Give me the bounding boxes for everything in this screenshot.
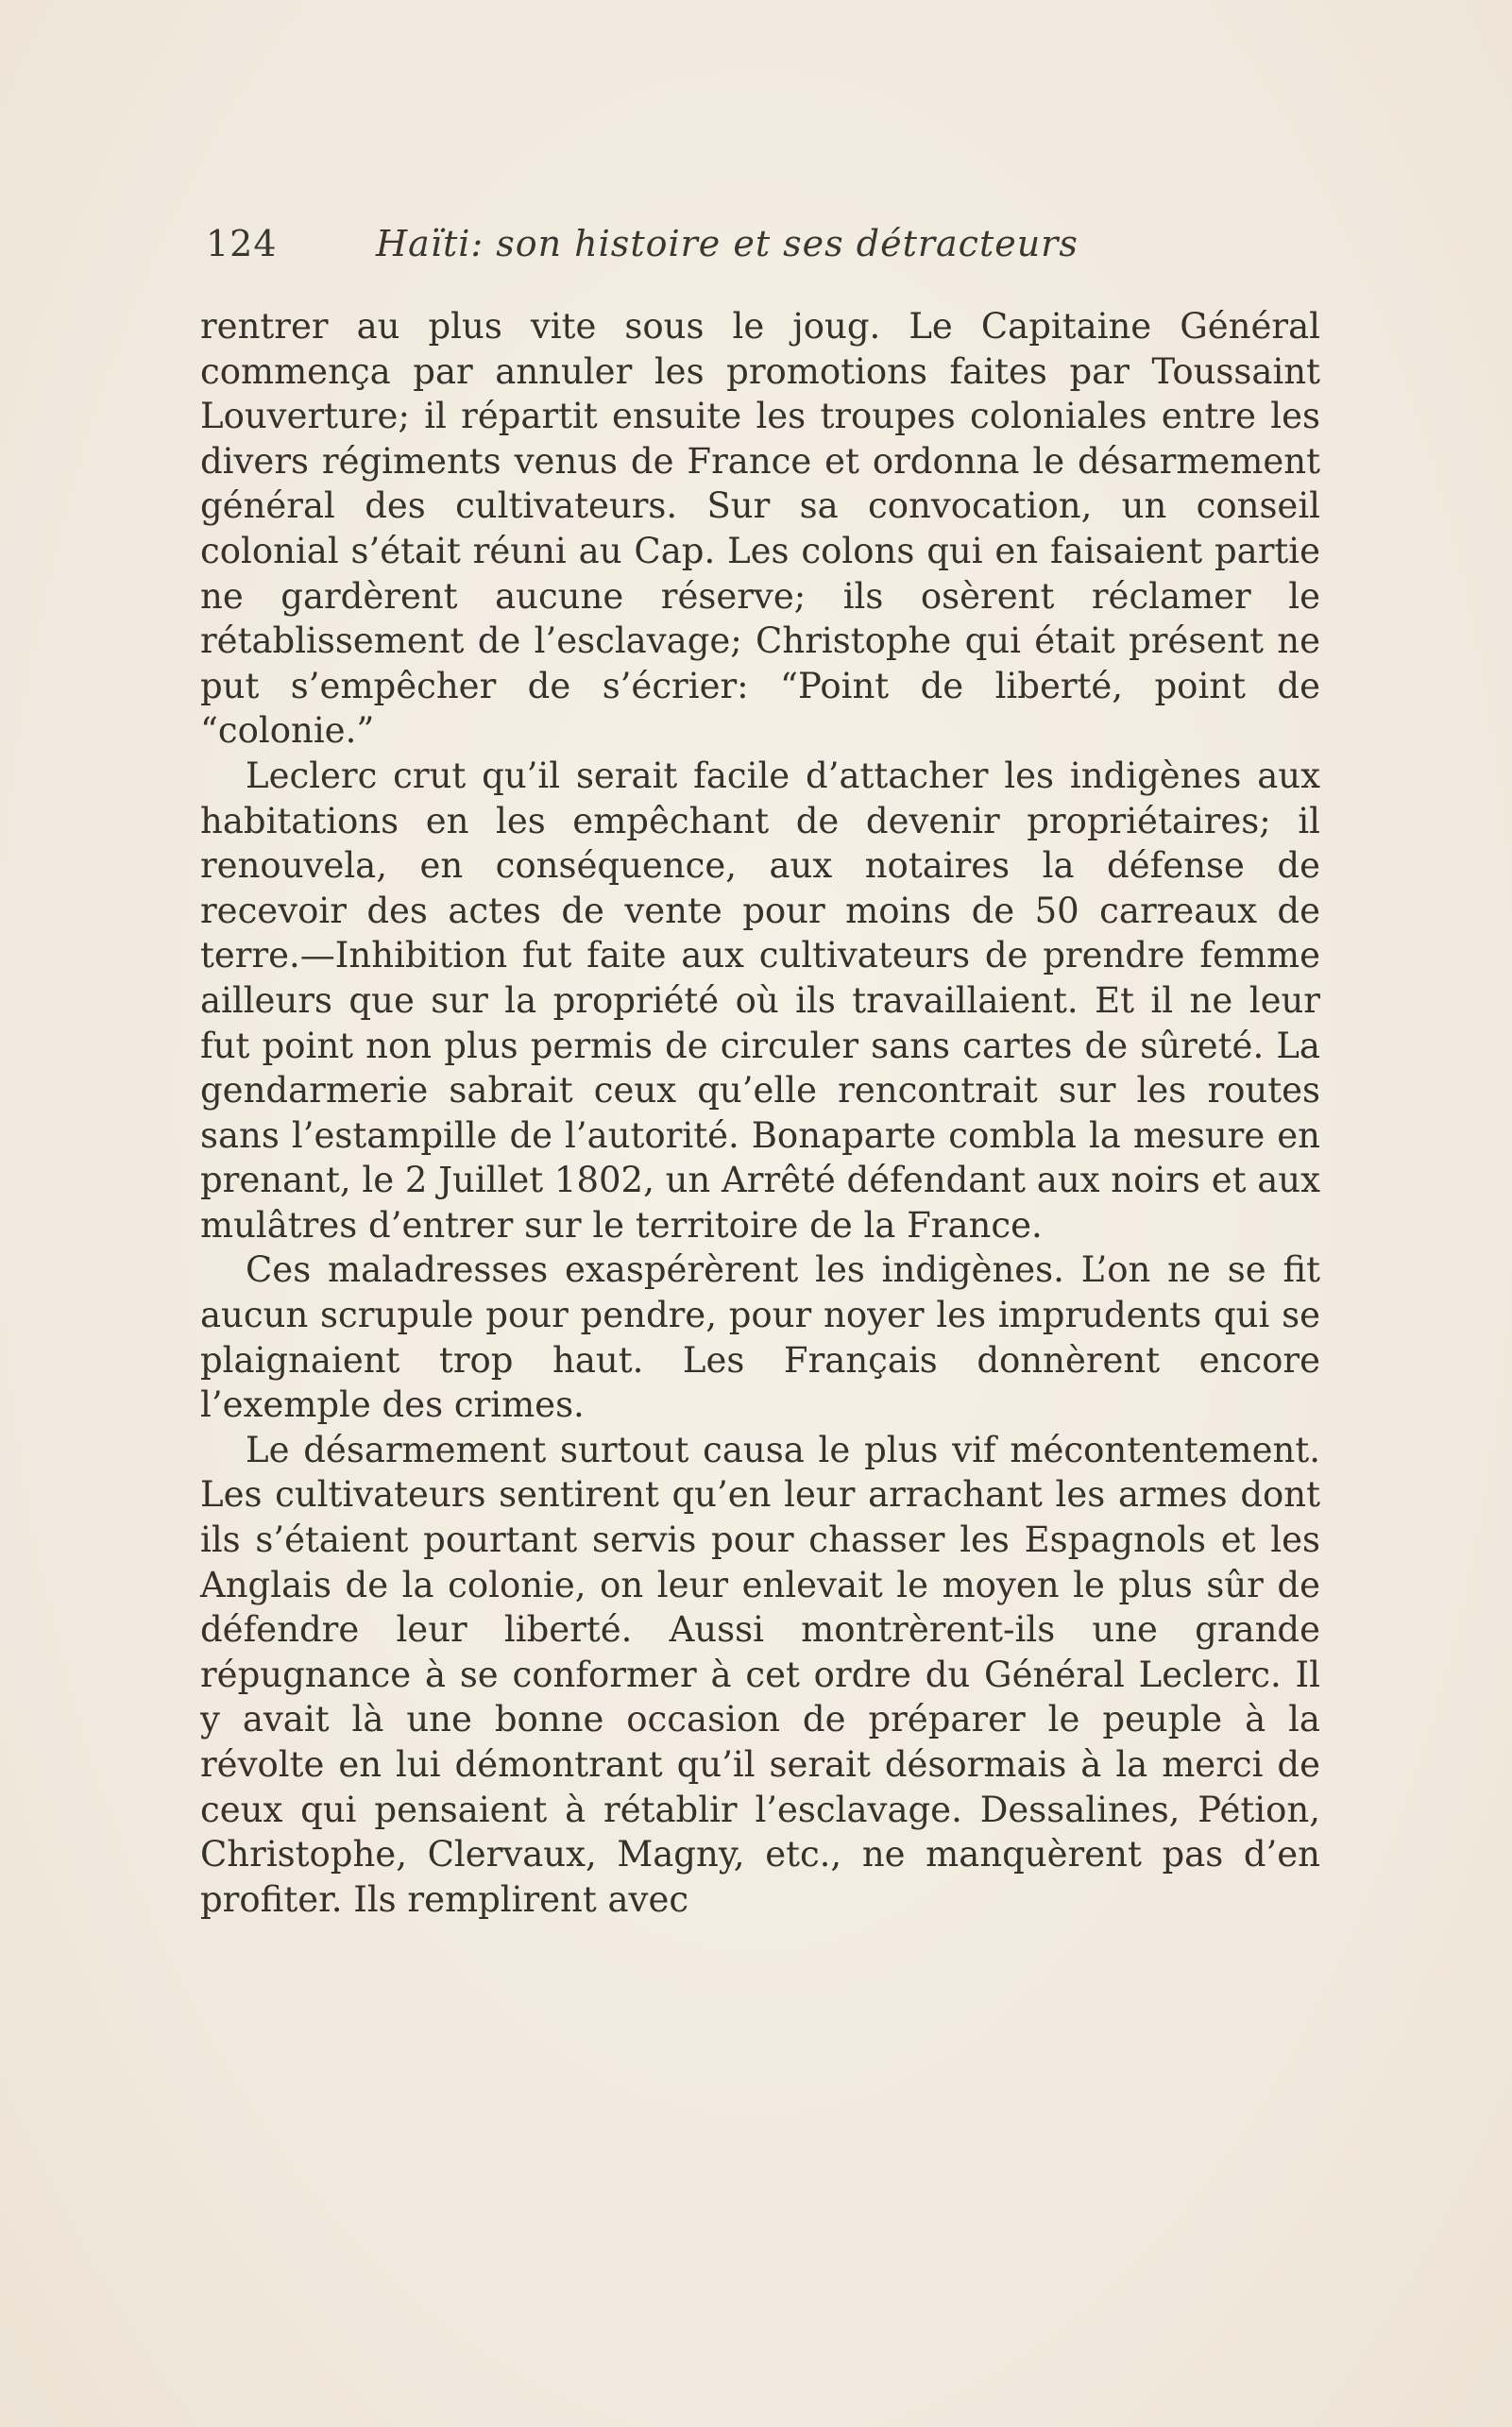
running-title: Haïti: son histoire et ses détracteurs xyxy=(376,223,1079,264)
paragraph-2: Leclerc crut qu’il serait facile d’attacher les indigènes aux habitations en les empêchant de devenir propriétaires; il renouvela, en conséquence, aux notaires la défense de recevoir des actes de vente pour moins de 50 carreaux de terre.—Inhibition fut faite aux cultivateurs de prendre femme ailleurs que sur la propriété où ils travaillaient. Et il ne leur fut point non plus permis de circuler sans cartes de sûreté. La gendarmerie sabrait ceux qu’elle rencontrait sur les routes sans l’estampille de l’autorité. Bonaparte combla la mesure en prenant, le 2 Juillet 1802, un Arrêté défendant aux noirs et aux mulâtres d’entrer sur le territoire de la France. xyxy=(200,755,1320,1246)
paragraph-1: rentrer au plus vite sous le joug. Le Capitaine Général commença par annuler les promotions faites par Toussaint Louverture; il répartit ensuite les troupes coloniales entre les divers régiments venus de France et ordonna le désarmement général des cultivateurs. Sur sa convocation, un conseil colonial s’était réuni au Cap. Les colons qui en faisaient partie ne gardèrent aucune réserve; ils osèrent réclamer le rétablissement de l’esclavage; Christophe qui était présent ne put s’empêcher de s’écrier: “Point de liberté, point de “colonie.” xyxy=(200,306,1320,752)
page-header xyxy=(206,223,1311,280)
paragraph-3: Ces maladresses exaspérèrent les indigènes. L’on ne se fit aucun scrupule pour pendre, pour noyer les imprudents qui se plaignaient trop haut. Les Français donnèrent encore l’exemple des crimes. xyxy=(200,1249,1320,1426)
body-text xyxy=(200,304,1320,1922)
paragraph-4: Le désarmement surtout causa le plus vif mécontentement. Les cultivateurs sentirent qu’en leur arrachant les armes dont ils s’étaient pourtant servis pour chasser les Espagnols et les Anglais de la colonie, on leur enlevait le moyen le plus sûr de défendre leur liberté. Aussi montrèrent-ils une grande répugnance à se conformer à cet ordre du Général Leclerc. Il y avait là une bonne occasion de préparer le peuple à la révolte en lui démontrant qu’il serait désormais à la merci de ceux qui pensaient à rétablir l’esclavage. Dessalines, Pétion, Christophe, Clervaux, Magny, etc., ne manquèrent pas d’en profiter. Ils remplirent avec xyxy=(200,1429,1320,1920)
page-number: 124 xyxy=(206,223,278,264)
